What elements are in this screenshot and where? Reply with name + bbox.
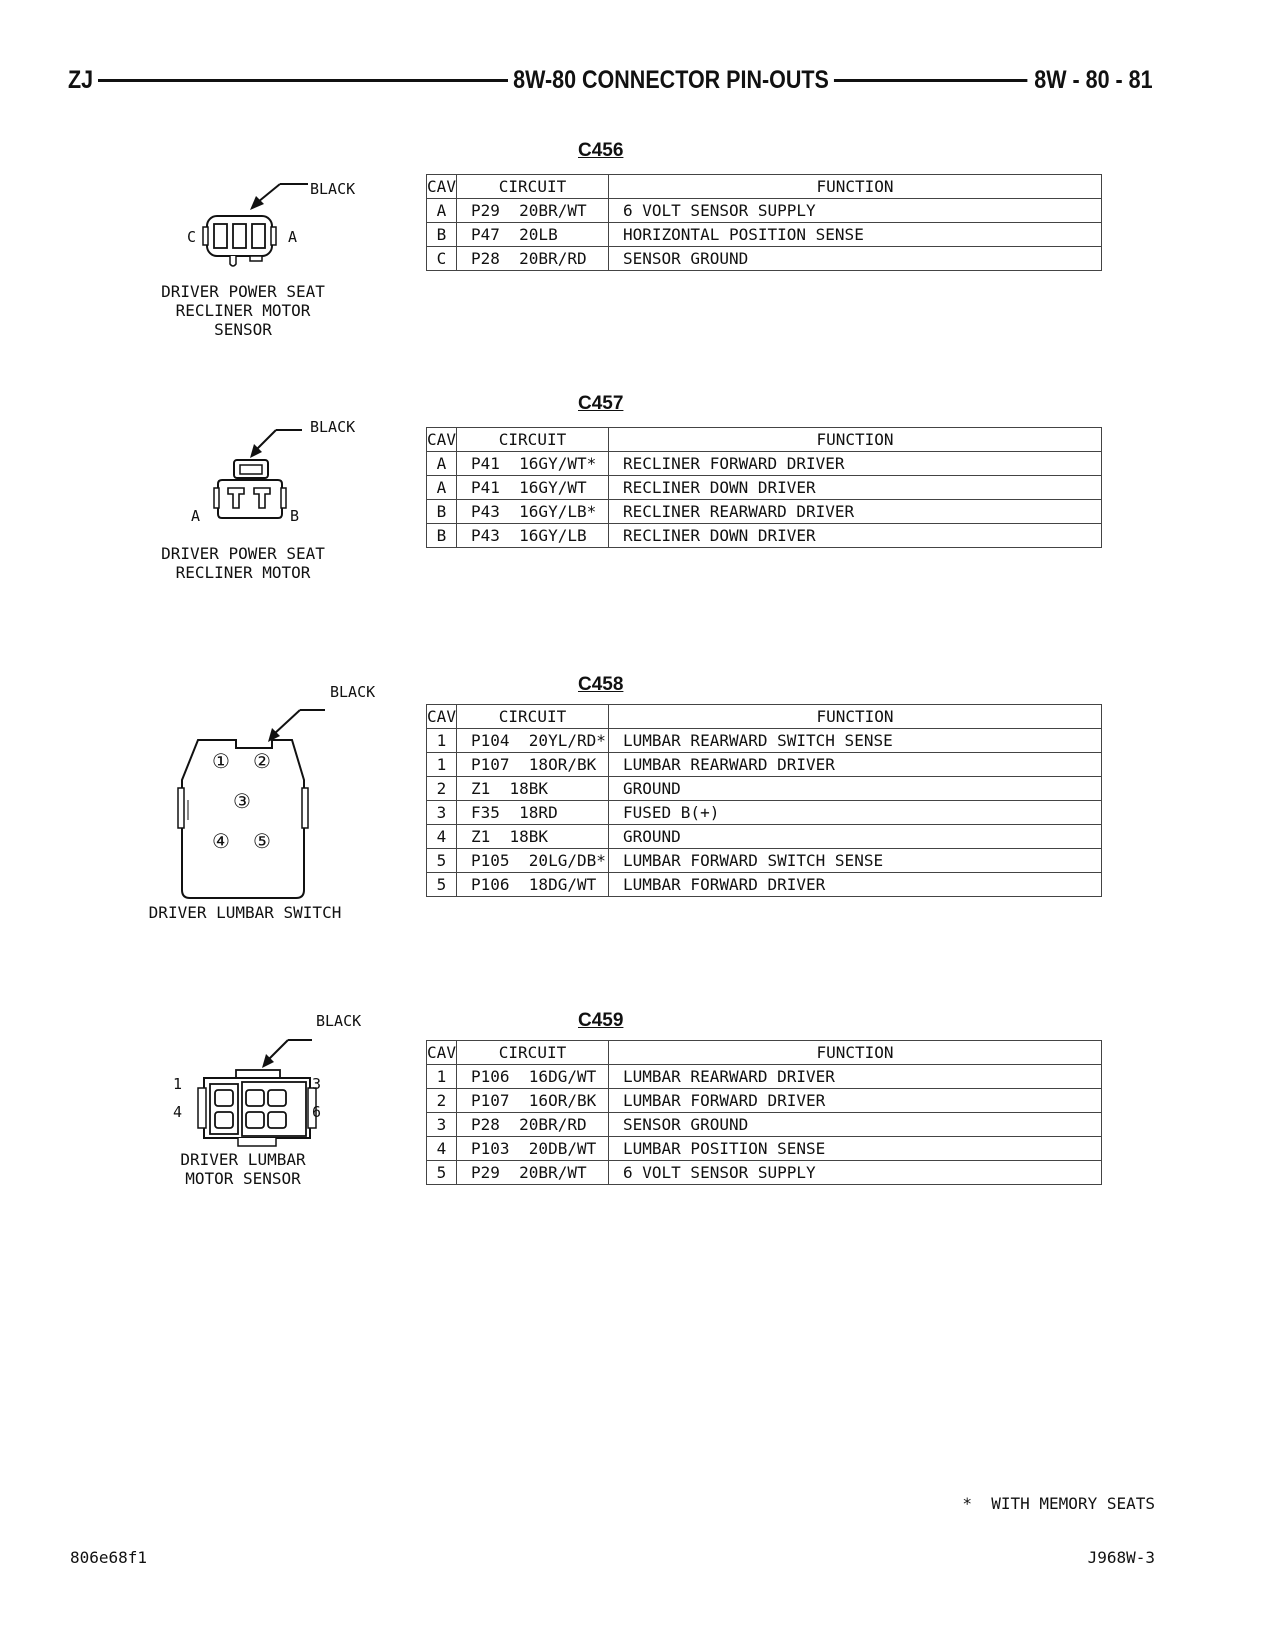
col-header-function: FUNCTION (609, 428, 1102, 452)
cell-cav: 1 (427, 1065, 457, 1089)
connector-title-c458: C458 (578, 674, 624, 695)
cell-function: LUMBAR REARWARD DRIVER (609, 753, 1102, 777)
cavity-label-2: ② (253, 749, 271, 773)
table-row (427, 753, 1102, 777)
cell-function: LUMBAR FORWARD DRIVER (609, 873, 1102, 897)
table-row (427, 729, 1102, 753)
cell-circuit: P29 20BR/WT (457, 1161, 609, 1185)
cell-cav: 2 (427, 1089, 457, 1113)
table-row (427, 1161, 1102, 1185)
cell-cav: 1 (427, 753, 457, 777)
cell-circuit: P103 20DB/WT (457, 1137, 609, 1161)
col-header-function: FUNCTION (609, 175, 1102, 199)
cell-cav: 4 (427, 1137, 457, 1161)
table-row (427, 500, 1102, 524)
table-row (427, 199, 1102, 223)
connector-c459-name: DRIVER LUMBAR MOTOR SENSOR (180, 1150, 306, 1188)
cell-cav: 5 (427, 873, 457, 897)
cell-cav: B (427, 524, 457, 548)
cell-cav: 5 (427, 1161, 457, 1185)
table-row (427, 801, 1102, 825)
table-header-row (427, 705, 1102, 729)
cell-cav: B (427, 223, 457, 247)
connector-title-c456: C456 (578, 140, 624, 161)
cell-cav: B (427, 500, 457, 524)
cell-function: SENSOR GROUND (609, 1113, 1102, 1137)
cell-function: GROUND (609, 777, 1102, 801)
cell-circuit: P41 16GY/WT* (457, 452, 609, 476)
cell-cav: 2 (427, 777, 457, 801)
table-row (427, 476, 1102, 500)
cell-function: HORIZONTAL POSITION SENSE (609, 223, 1102, 247)
cell-function: RECLINER DOWN DRIVER (609, 524, 1102, 548)
table-row (427, 1113, 1102, 1137)
table-header-row (427, 428, 1102, 452)
col-header-circuit: CIRCUIT (457, 428, 609, 452)
cavity-label-a: A (288, 228, 298, 246)
cavity-label-3: ③ (233, 789, 251, 813)
table-header-row (427, 1041, 1102, 1065)
cell-function: GROUND (609, 825, 1102, 849)
cell-function: RECLINER FORWARD DRIVER (609, 452, 1102, 476)
col-header-cav: CAV (427, 175, 457, 199)
cell-circuit: P107 18OR/BK (457, 753, 609, 777)
table-row (427, 452, 1102, 476)
connector-title-c459: C459 (578, 1010, 624, 1031)
col-header-function: FUNCTION (609, 705, 1102, 729)
cell-cav: 1 (427, 729, 457, 753)
connector-c456-color-label: BLACK (310, 180, 356, 198)
footer-figure-code: J968W-3 (1087, 1548, 1155, 1567)
connector-c459-color-label: BLACK (316, 1012, 362, 1030)
table-header-row (427, 175, 1102, 199)
cell-function: LUMBAR REARWARD DRIVER (609, 1065, 1102, 1089)
cavity-label-6: 6 (312, 1103, 322, 1121)
header-vehicle-code: ZJ (68, 60, 93, 100)
cell-circuit: Z1 18BK (457, 825, 609, 849)
cell-function: LUMBAR REARWARD SWITCH SENSE (609, 729, 1102, 753)
cell-circuit: P105 20LG/DB* (457, 849, 609, 873)
cavity-label-1: ① (212, 749, 230, 773)
table-row (427, 1065, 1102, 1089)
cell-circuit: P29 20BR/WT (457, 199, 609, 223)
cavity-label-1: 1 (173, 1075, 183, 1093)
header-section-title: 8W-80 CONNECTOR PIN-OUTS (508, 60, 834, 100)
cell-cav: A (427, 452, 457, 476)
cell-function: 6 VOLT SENSOR SUPPLY (609, 199, 1102, 223)
header-page-number: 8W - 80 - 81 (1028, 60, 1153, 100)
cell-circuit: P107 16OR/BK (457, 1089, 609, 1113)
cell-function: RECLINER REARWARD DRIVER (609, 500, 1102, 524)
cell-circuit: Z1 18BK (457, 777, 609, 801)
cavity-label-5: ⑤ (253, 829, 271, 853)
cell-cav: 5 (427, 849, 457, 873)
cell-function: LUMBAR FORWARD DRIVER (609, 1089, 1102, 1113)
cell-function: SENSOR GROUND (609, 247, 1102, 271)
page-header (68, 60, 1153, 100)
col-header-circuit: CIRCUIT (457, 705, 609, 729)
col-header-function: FUNCTION (609, 1041, 1102, 1065)
table-row (427, 1137, 1102, 1161)
memory-seats-footnote: * WITH MEMORY SEATS (962, 1494, 1155, 1513)
cell-cav: 3 (427, 1113, 457, 1137)
connector-c458-diagram (170, 700, 410, 920)
connector-c458-color-label: BLACK (330, 683, 376, 701)
cell-cav: 3 (427, 801, 457, 825)
pinout-table-c458 (426, 704, 1102, 897)
pinout-table-c457 (426, 427, 1102, 548)
connector-c459-diagram (180, 1030, 400, 1170)
cell-cav: C (427, 247, 457, 271)
table-row (427, 247, 1102, 271)
cell-circuit: P106 18DG/WT (457, 873, 609, 897)
col-header-cav: CAV (427, 705, 457, 729)
cavity-label-4: ④ (212, 829, 230, 853)
connector-c457-name: DRIVER POWER SEAT RECLINER MOTOR (161, 544, 325, 582)
cell-function: FUSED B(+) (609, 801, 1102, 825)
cavity-label-b: B (290, 507, 300, 525)
table-row (427, 1089, 1102, 1113)
cavity-label-a: A (191, 507, 201, 525)
table-row (427, 873, 1102, 897)
cell-function: RECLINER DOWN DRIVER (609, 476, 1102, 500)
cell-circuit: P43 16GY/LB* (457, 500, 609, 524)
cell-circuit: P28 20BR/RD (457, 247, 609, 271)
cell-circuit: P47 20LB (457, 223, 609, 247)
cell-circuit: P104 20YL/RD* (457, 729, 609, 753)
connector-c457-color-label: BLACK (310, 418, 356, 436)
cell-circuit: P28 20BR/RD (457, 1113, 609, 1137)
cell-circuit: P41 16GY/WT (457, 476, 609, 500)
table-row (427, 849, 1102, 873)
cell-function: 6 VOLT SENSOR SUPPLY (609, 1161, 1102, 1185)
cavity-label-c: C (187, 228, 197, 246)
cell-circuit: P106 16DG/WT (457, 1065, 609, 1089)
pinout-table-c459 (426, 1040, 1102, 1185)
cell-circuit: F35 18RD (457, 801, 609, 825)
cell-cav: A (427, 199, 457, 223)
cell-circuit: P43 16GY/LB (457, 524, 609, 548)
col-header-circuit: CIRCUIT (457, 1041, 609, 1065)
table-row (427, 825, 1102, 849)
connector-c458-name: DRIVER LUMBAR SWITCH (148, 903, 342, 922)
col-header-cav: CAV (427, 1041, 457, 1065)
connector-title-c457: C457 (578, 393, 624, 414)
connector-c456-name: DRIVER POWER SEAT RECLINER MOTOR SENSOR (161, 282, 325, 339)
col-header-cav: CAV (427, 428, 457, 452)
pinout-table-c456 (426, 174, 1102, 271)
cavity-label-3: 3 (312, 1075, 322, 1093)
col-header-circuit: CIRCUIT (457, 175, 609, 199)
connector-c457-diagram (150, 420, 390, 540)
cell-cav: A (427, 476, 457, 500)
cell-function: LUMBAR FORWARD SWITCH SENSE (609, 849, 1102, 873)
cell-cav: 4 (427, 825, 457, 849)
cell-function: LUMBAR POSITION SENSE (609, 1137, 1102, 1161)
cavity-label-4: 4 (173, 1103, 183, 1121)
header-rule-left (98, 79, 508, 82)
table-row (427, 223, 1102, 247)
footer-image-id: 806e68f1 (70, 1548, 148, 1567)
table-row (427, 524, 1102, 548)
table-row (427, 777, 1102, 801)
